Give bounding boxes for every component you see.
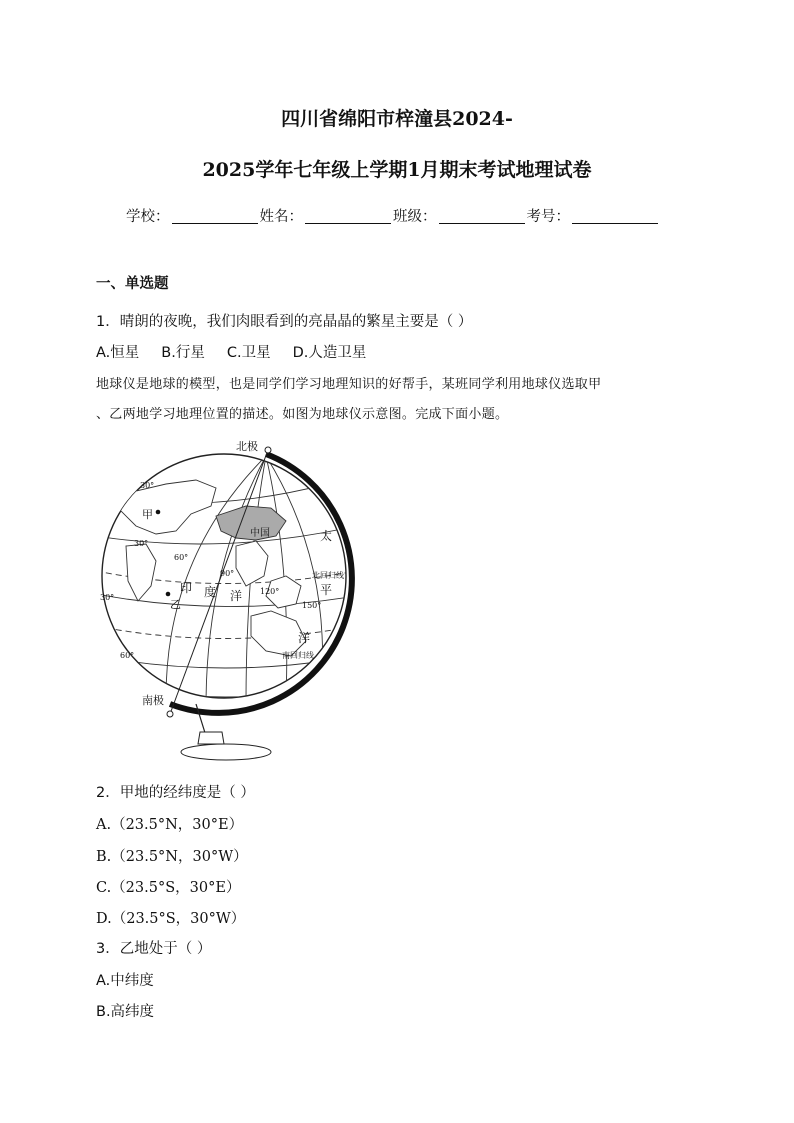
lat-label: 30° (134, 539, 149, 548)
lat-label: 60° (120, 651, 135, 660)
point-yi (166, 592, 171, 597)
south-pole-pin (167, 711, 173, 717)
indian-ocean-char: 印 (180, 581, 193, 595)
indian-ocean-char: 度 (204, 585, 217, 599)
lon-label: 90° (220, 569, 235, 578)
option[interactable]: D.人造卫星 (292, 345, 367, 361)
section-title: 一、单选题 (96, 276, 169, 292)
point-jia (156, 510, 161, 515)
indian-ocean-char: 洋 (230, 589, 243, 603)
lon-label: 150° (302, 601, 322, 610)
lat-label: 30° (100, 593, 115, 602)
question-1-stem: 1．晴朗的夜晚，我们肉眼看到的亮晶晶的繁星主要是（ ） (96, 314, 473, 330)
pacific-char: 洋 (298, 631, 311, 645)
lon-label: 60° (174, 553, 189, 562)
stand-column (198, 732, 224, 744)
exam-title-line-2: 2025学年七年级上学期1月期末考试地理试卷 (202, 159, 592, 181)
option[interactable]: A.恒星 (96, 345, 140, 361)
school-blank[interactable] (172, 209, 258, 224)
option[interactable]: A.中纬度 (96, 973, 154, 989)
tropic-south-label: 南回归线 (282, 651, 314, 660)
material-line-1: 地球仪是地球的模型，也是同学们学习地理知识的好帮手，某班同学利用地球仪选取甲 (96, 377, 602, 392)
yi-label: 乙 (170, 598, 181, 611)
china-label: 中国 (250, 528, 270, 539)
class-blank[interactable] (439, 209, 525, 224)
north-pole-label: 北极 (236, 440, 258, 453)
option[interactable]: B.行星 (161, 345, 205, 361)
option[interactable]: B.（23.5°N，30°W） (96, 849, 248, 865)
option[interactable]: C.（23.5°S，30°E） (96, 880, 241, 896)
pacific-char: 太 (320, 529, 333, 543)
number-label: 考号： (526, 209, 570, 225)
material-line-2: 、乙两地学习地理位置的描述。如图为地球仪示意图。完成下面小题。 (96, 407, 509, 422)
stand-neck (196, 704, 206, 736)
name-blank[interactable] (305, 209, 391, 224)
option[interactable]: D.（23.5°S，30°W） (96, 911, 246, 927)
option[interactable]: B.高纬度 (96, 1004, 155, 1020)
question-3-stem: 3．乙地处于（ ） (96, 941, 212, 957)
option[interactable]: C.卫星 (226, 345, 271, 361)
jia-label: 甲 (142, 508, 153, 521)
lon-label: 120° (260, 587, 280, 596)
stand-base (181, 744, 271, 760)
south-pole-label: 南极 (142, 694, 164, 707)
exam-title-line-1: 四川省绵阳市梓潼县2024- (281, 108, 513, 130)
question-1-options (96, 341, 388, 362)
lat-label: 30° (140, 481, 155, 490)
name-label: 姓名： (259, 209, 303, 225)
option[interactable]: A.（23.5°N，30°E） (96, 817, 244, 833)
north-pole-pin (265, 447, 271, 453)
tropic-north-label: 北回归线 (312, 571, 344, 580)
pacific-char: 平 (320, 583, 333, 597)
class-label: 班级： (393, 209, 437, 225)
question-2-stem: 2．甲地的经纬度是（ ） (96, 785, 255, 801)
number-blank[interactable] (572, 209, 658, 224)
globe-figure (96, 436, 366, 766)
school-label: 学校： (126, 209, 170, 225)
student-info-row (126, 205, 660, 226)
